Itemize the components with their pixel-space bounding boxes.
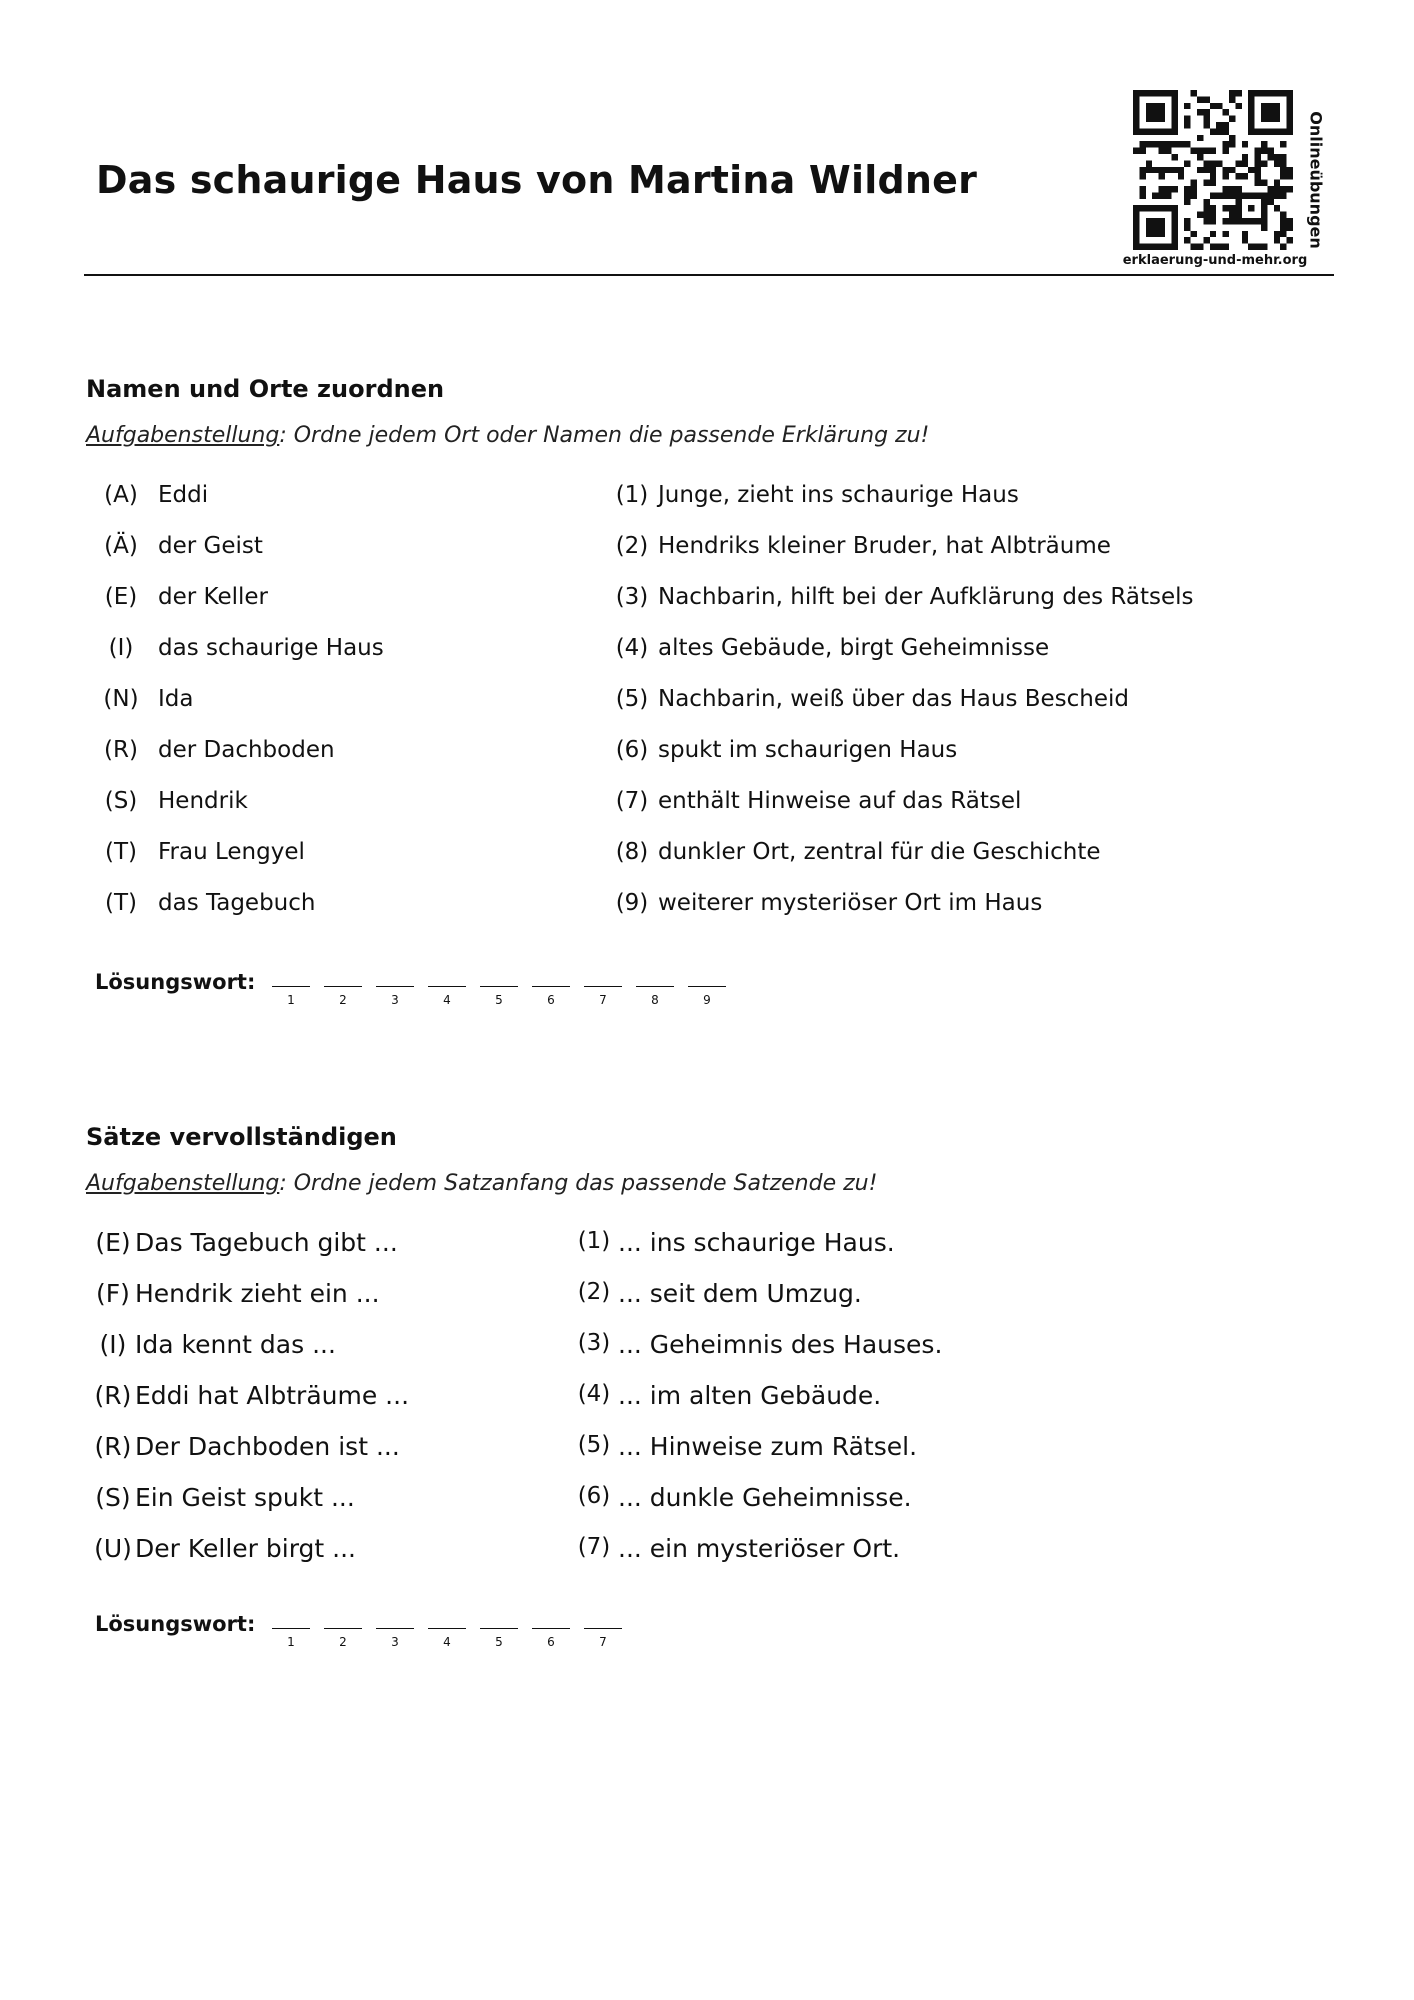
qr-caption: erklaerung-und-mehr.org [1122, 253, 1308, 268]
item-key: (9) [615, 890, 649, 916]
solution-slot[interactable] [480, 986, 518, 1007]
item-key: (8) [615, 839, 649, 865]
instruction-label: Aufgabenstellung [86, 1171, 280, 1196]
qr-side-text: Onlineübungen [1306, 111, 1326, 249]
slot-number: 6 [547, 993, 555, 1007]
item-key: (E) [104, 584, 138, 610]
slot-number: 1 [287, 1635, 295, 1649]
item-key: (1) [577, 1228, 611, 1254]
slot-line [532, 986, 570, 987]
slot-number: 5 [495, 1635, 503, 1649]
solution-slot[interactable] [584, 986, 622, 1007]
solution-slot[interactable] [428, 1628, 466, 1649]
item-key: (E) [95, 1228, 131, 1257]
item-key: (I) [99, 1330, 127, 1359]
item-text: ... Hinweise zum Rätsel. [618, 1432, 918, 1461]
slot-number: 3 [391, 1635, 399, 1649]
item-text: ... im alten Gebäude. [618, 1381, 882, 1410]
solution-label: Lösungswort: [95, 970, 256, 994]
solution-slot[interactable] [324, 986, 362, 1007]
item-text: Ida [158, 686, 194, 712]
item-key: (Ä) [104, 533, 138, 559]
item-key: (7) [615, 788, 649, 814]
qr-side-label [1302, 105, 1330, 255]
item-text: weiterer mysteriöser Ort im Haus [658, 890, 1043, 916]
slot-number: 7 [599, 1635, 607, 1649]
slot-line [584, 1628, 622, 1629]
item-text: der Geist [158, 533, 263, 559]
slot-number: 9 [703, 993, 711, 1007]
item-key: (6) [615, 737, 649, 763]
item-text: Hendriks kleiner Bruder, hat Albträume [658, 533, 1111, 559]
item-key: (2) [615, 533, 649, 559]
item-text: ... dunkle Geheimnisse. [618, 1483, 912, 1512]
item-key: (T) [105, 839, 137, 865]
slot-line [272, 1628, 310, 1629]
item-key: (N) [103, 686, 139, 712]
item-text: dunkler Ort, zentral für die Geschichte [658, 839, 1101, 865]
item-text: ... seit dem Umzug. [618, 1279, 862, 1308]
item-key: (F) [96, 1279, 130, 1308]
solution-slot[interactable] [688, 986, 726, 1007]
list-item [0, 686, 1414, 726]
solution-slot[interactable] [636, 986, 674, 1007]
slot-number: 8 [651, 993, 659, 1007]
item-key: (4) [615, 635, 649, 661]
item-key: (6) [577, 1483, 611, 1509]
slot-line [584, 986, 622, 987]
slot-line [532, 1628, 570, 1629]
instruction-sentences [86, 1171, 877, 1196]
item-key: (R) [104, 737, 138, 763]
item-key: (3) [577, 1330, 611, 1356]
item-key: (5) [577, 1432, 611, 1458]
item-text: das schaurige Haus [158, 635, 384, 661]
slot-line [324, 986, 362, 987]
slot-line [636, 986, 674, 987]
slot-number: 4 [443, 1635, 451, 1649]
list-item [0, 737, 1414, 777]
list-item [0, 1381, 1414, 1421]
solution-slot[interactable] [272, 1628, 310, 1649]
item-text: ... ins schaurige Haus. [618, 1228, 895, 1257]
item-key: (R) [94, 1381, 132, 1410]
item-key: (4) [577, 1381, 611, 1407]
item-text: Nachbarin, weiß über das Haus Bescheid [658, 686, 1130, 712]
list-item [0, 839, 1414, 879]
list-item [0, 1432, 1414, 1472]
slot-number: 1 [287, 993, 295, 1007]
slot-number: 2 [339, 993, 347, 1007]
slot-line [480, 986, 518, 987]
slot-number: 2 [339, 1635, 347, 1649]
item-text: ... Geheimnis des Hauses. [618, 1330, 943, 1359]
section-title-names: Namen und Orte zuordnen [86, 375, 445, 403]
item-text: der Keller [158, 584, 268, 610]
item-key: (1) [615, 482, 649, 508]
slot-number: 4 [443, 993, 451, 1007]
item-text: Eddi [158, 482, 209, 508]
slot-number: 3 [391, 993, 399, 1007]
list-item [0, 1534, 1414, 1574]
slot-number: 7 [599, 993, 607, 1007]
item-text: enthält Hinweise auf das Rätsel [658, 788, 1022, 814]
solution-slot[interactable] [324, 1628, 362, 1649]
item-text: Junge, zieht ins schaurige Haus [658, 482, 1019, 508]
item-key: (R) [94, 1432, 132, 1461]
solution-label: Lösungswort: [95, 1612, 256, 1636]
slot-line [428, 986, 466, 987]
item-text: Der Dachboden ist ... [135, 1432, 400, 1461]
item-text: Hendrik zieht ein ... [135, 1279, 380, 1308]
section-title-sentences: Sätze vervollständigen [86, 1123, 397, 1151]
item-text: Eddi hat Albträume ... [135, 1381, 410, 1410]
solution-slot[interactable] [532, 1628, 570, 1649]
list-item [0, 584, 1414, 624]
slot-number: 6 [547, 1635, 555, 1649]
list-item [0, 533, 1414, 573]
solution-slot[interactable] [532, 986, 570, 1007]
slot-number: 5 [495, 993, 503, 1007]
slot-line [272, 986, 310, 987]
item-key: (5) [615, 686, 649, 712]
item-key: (U) [94, 1534, 132, 1563]
solution-slot[interactable] [480, 1628, 518, 1649]
item-text: Ida kennt das ... [135, 1330, 336, 1359]
instruction-names [86, 423, 929, 448]
solution-slot[interactable] [272, 986, 310, 1007]
solution-word-sentences [95, 1612, 795, 1662]
item-key: (S) [95, 1483, 131, 1512]
solution-slot[interactable] [584, 1628, 622, 1649]
list-item [0, 1483, 1414, 1523]
item-key: (A) [104, 482, 138, 508]
list-item [0, 635, 1414, 675]
solution-word-names [95, 970, 795, 1020]
item-text: ... ein mysteriöser Ort. [618, 1534, 901, 1563]
qr-code-icon [1133, 90, 1293, 250]
solution-slot[interactable] [376, 1628, 414, 1649]
item-text: Der Keller birgt ... [135, 1534, 356, 1563]
item-text: Hendrik [158, 788, 248, 814]
list-item [0, 1228, 1414, 1268]
item-text: Frau Lengyel [158, 839, 305, 865]
instruction-text: : Ordne jedem Ort oder Namen die passende Erklärung zu! [279, 423, 930, 448]
slot-line [688, 986, 726, 987]
slot-line [324, 1628, 362, 1629]
solution-slot[interactable] [428, 986, 466, 1007]
item-key: (T) [105, 890, 137, 916]
item-text: Nachbarin, hilft bei der Aufklärung des Rätsels [658, 584, 1194, 610]
page-title: Das schaurige Haus von Martina Wildner [96, 158, 978, 202]
slot-line [480, 1628, 518, 1629]
item-text: Das Tagebuch gibt ... [135, 1228, 398, 1257]
slot-line [376, 1628, 414, 1629]
list-item [0, 1279, 1414, 1319]
slot-line [376, 986, 414, 987]
solution-slot[interactable] [376, 986, 414, 1007]
list-item [0, 788, 1414, 828]
instruction-label: Aufgabenstellung [86, 423, 280, 448]
instruction-text: : Ordne jedem Satzanfang das passende Satzende zu! [279, 1171, 878, 1196]
item-text: altes Gebäude, birgt Geheimnisse [658, 635, 1050, 661]
item-key: (3) [615, 584, 649, 610]
list-item [0, 890, 1414, 930]
item-text: spukt im schaurigen Haus [658, 737, 958, 763]
header-divider [84, 274, 1334, 276]
slot-line [428, 1628, 466, 1629]
item-key: (S) [104, 788, 138, 814]
item-text: das Tagebuch [158, 890, 316, 916]
item-key: (7) [577, 1534, 611, 1560]
item-key: (2) [577, 1279, 611, 1305]
list-item [0, 1330, 1414, 1370]
item-text: Ein Geist spukt ... [135, 1483, 355, 1512]
list-item [0, 482, 1414, 522]
item-text: der Dachboden [158, 737, 335, 763]
item-key: (I) [108, 635, 134, 661]
